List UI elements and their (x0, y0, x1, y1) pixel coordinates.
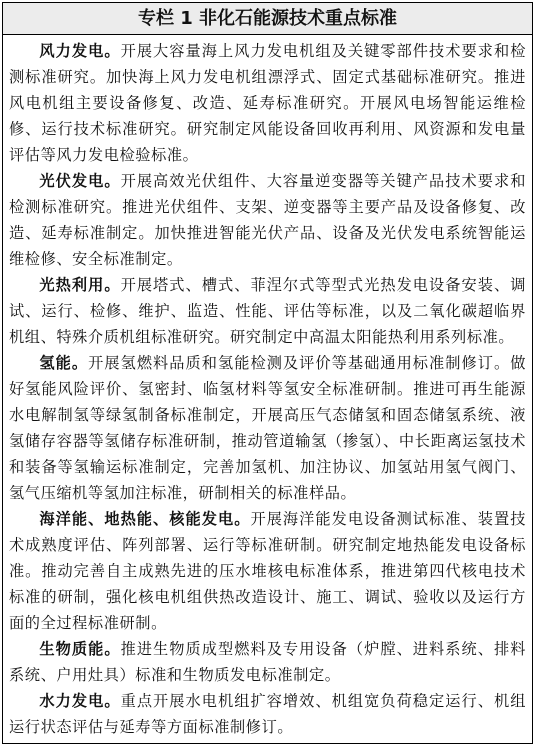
section-text: 开展大容量海上风力发电机组及关键零部件技术要求和检测标准研究。加快海上风力发电机组漂浮式、固定式基础标准研究。推进风电机组主要设备修复、改造、延寿标准研究。开展风电场智能运维检修、运行技术标准研究。研究制定风能设备回收再利用、风资源和发电量评估等风力发电检验标准。 (9, 42, 527, 164)
section-hydrogen (9, 350, 526, 506)
standards-box (2, 2, 533, 744)
section-photovoltaic (9, 168, 526, 272)
section-lead: 生物质能。 (39, 640, 121, 658)
section-lead: 水力发电。 (39, 692, 121, 710)
box-content (3, 35, 532, 740)
section-hydropower (9, 688, 526, 740)
section-lead: 风力发电。 (39, 42, 121, 60)
section-text: 开展高效光伏组件、大容量逆变器等关键产品技术要求和检测标准研究。推进光伏组件、支架、逆变器等主要产品及设备修复、改造、延寿标准制定。加快推进智能光伏产品、设备及光伏发电系统智能运维检修、安全标准制定。 (9, 172, 527, 268)
section-text: 开展塔式、槽式、菲涅尔式等型式光热发电设备安装、调试、运行、检修、维护、监造、性能、评估等标准，以及二氧化碳超临界机组、特殊介质机组标准研究。研究制定中高温太阳能热利用系列标准。 (9, 276, 527, 346)
section-lead: 海洋能、地热能、核能发电。 (39, 510, 251, 528)
section-biomass (9, 636, 526, 688)
section-text: 重点开展水电机组扩容增效、机组宽负荷稳定运行、机组运行状态评估与延寿等方面标准制修订。 (9, 692, 527, 736)
section-text: 推进生物质成型燃料及专用设备（炉膛、进料系统、排料系统、户用灶具）标准和生物质发电标准制定。 (9, 640, 527, 684)
box-title: 专栏 1 非化石能源技术重点标准 (3, 3, 532, 35)
section-solar-thermal (9, 272, 526, 350)
section-wind (9, 38, 526, 168)
section-lead: 光伏发电。 (39, 172, 121, 190)
section-lead: 氢能。 (39, 354, 89, 372)
section-text: 开展氢燃料品质和氢能检测及评价等基础通用标准制修订。做好氢能风险评价、氢密封、临氢材料等氢安全标准研制。推进可再生能源水电解制氢等绿氢制备标准制定，开展高压气态储氢和固态储氢系统、液氢储存容器等氢储存标准研制，推动管道输氢（掺氢）、中长距离运氢技术和装备等氢输运标准制定，完善加氢机、加注协议、加氢站用氢气阀门、氢气压缩机等氢加注标准，研制相关的标准样品。 (9, 354, 526, 502)
section-lead: 光热利用。 (39, 276, 121, 294)
section-ocean-geothermal-nuclear (9, 506, 526, 636)
section-text: 开展海洋能发电设备测试标准、装置技术成熟度评估、阵列部署、运行等标准研制。研究制定地热能发电设备标准。推动完善自主成熟先进的压水堆核电标准体系，推进第四代核电技术标准的研制，强化核电机组供热改造设计、施工、调试、验收以及运行方面的全过程标准研制。 (9, 510, 526, 632)
